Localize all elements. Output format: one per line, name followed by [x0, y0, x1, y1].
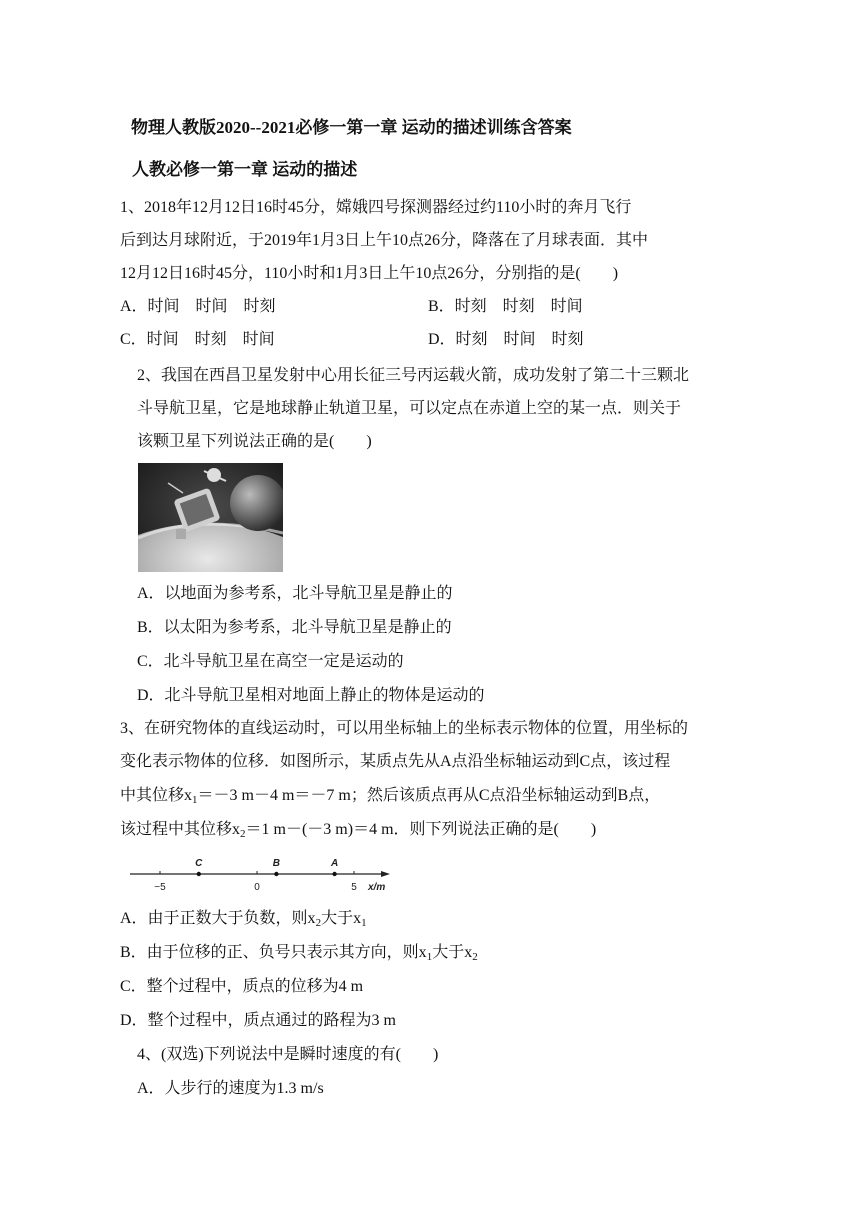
satellite-illustration: [138, 463, 283, 572]
q4-option-a: A．人步行的速度为1.3 m/s: [137, 1080, 324, 1097]
q3-option-a-text: A．由于正数大于负数，则x: [120, 910, 316, 927]
q2-line3: 该颗卫星下列说法正确的是( ): [137, 433, 372, 450]
axis-point-a: [332, 872, 336, 876]
q3-line4-text-a: 该过程中其位移x: [120, 821, 241, 838]
q1-option-b: B．时刻 时刻 时间: [428, 298, 583, 315]
subscript: 2: [240, 828, 246, 840]
q3-option-a: [120, 909, 367, 929]
q3-line2: 变化表示物体的位移．如图所示，某质点先从A点沿坐标轴运动到C点，该过程: [120, 753, 671, 770]
subscript: 1: [426, 951, 433, 963]
q2-option-b: B．以太阳为参考系，北斗导航卫星是静止的: [137, 619, 452, 636]
axis-point-c: [197, 872, 201, 876]
axis-unit-label: x/m: [368, 882, 386, 893]
q2-line1: 2、我国在西昌卫星发射中心用长征三号丙运载火箭，成功发射了第二十三颗北: [137, 367, 690, 384]
axis-tick-label: −5: [154, 882, 166, 893]
q3-line4-text-b: ＝1 m－(－3 m)＝4 m．则下列说法正确的是( ): [245, 821, 597, 838]
q3-option-b: [120, 943, 478, 963]
axis-point-label: B: [272, 858, 281, 869]
axis-arrow: [381, 871, 390, 877]
satellite-image: [138, 463, 283, 572]
q1-line1: 1、2018年12月12日16时45分，嫦娥四号探测器经过约110小时的奔月飞行: [120, 199, 632, 216]
q1-option-a: A．时间 时间 时刻: [120, 298, 276, 315]
q3-line1: 3、在研究物体的直线运动时，可以用坐标轴上的坐标表示物体的位置，用坐标的: [120, 720, 689, 737]
q2-option-c: C．北斗导航卫星在高空一定是运动的: [137, 653, 404, 670]
number-line-figure: [128, 852, 398, 894]
q1-line3: 12月12日16时45分，110小时和1月3日上午10点26分，分别指的是( ): [120, 265, 619, 282]
q2-option-d: D．北斗导航卫星相对地面上静止的物体是运动的: [137, 687, 485, 704]
q1-line2: 后到达月球附近，于2019年1月3日上午10点26分，降落在了月球表面．其中: [120, 232, 649, 249]
q2-option-a: A．以地面为参考系，北斗导航卫星是静止的: [137, 585, 453, 602]
q2-line2: 斗导航卫星，它是地球静止轨道卫星，可以定点在赤道上空的某一点．则关于: [137, 400, 682, 417]
axis-point-label: C: [195, 858, 203, 869]
q3-line3: [120, 786, 660, 806]
chapter-title: 人教必修一第一章 运动的描述: [132, 160, 358, 179]
axis-point-label: A: [330, 858, 339, 869]
q4-line1: 4、(双选)下列说法中是瞬时速度的有( ): [137, 1046, 439, 1063]
q3-option-b-text2: 大于x: [432, 944, 473, 961]
q1-option-d: D．时刻 时间 时刻: [428, 331, 584, 348]
axis-tick-label: 5: [351, 882, 357, 893]
q3-option-c: C．整个过程中，质点的位移为4 m: [120, 978, 364, 995]
subscript: 2: [472, 951, 478, 963]
q3-line4: [120, 820, 596, 840]
q3-line3-text-b: ＝－3 m－4 m＝－7 m；然后该质点再从C点沿坐标轴运动到B点，: [197, 787, 661, 804]
axis-point-b: [274, 872, 278, 876]
subscript: 2: [315, 917, 322, 929]
q3-option-b-text: B．由于位移的正、负号只表示其方向，则x: [120, 944, 427, 961]
subscript: 1: [192, 794, 198, 806]
q3-option-a-text2: 大于x: [321, 910, 362, 927]
axis-tick-label: 0: [254, 882, 260, 893]
document-title: 物理人教版2020--2021必修一第一章 运动的描述训练含答案: [131, 118, 572, 137]
q3-line3-text-a: 中其位移x: [120, 787, 193, 804]
subscript: 1: [361, 917, 367, 929]
q3-option-d: D．整个过程中，质点通过的路程为3 m: [120, 1012, 397, 1029]
q1-option-c: C．时间 时刻 时间: [120, 331, 275, 348]
